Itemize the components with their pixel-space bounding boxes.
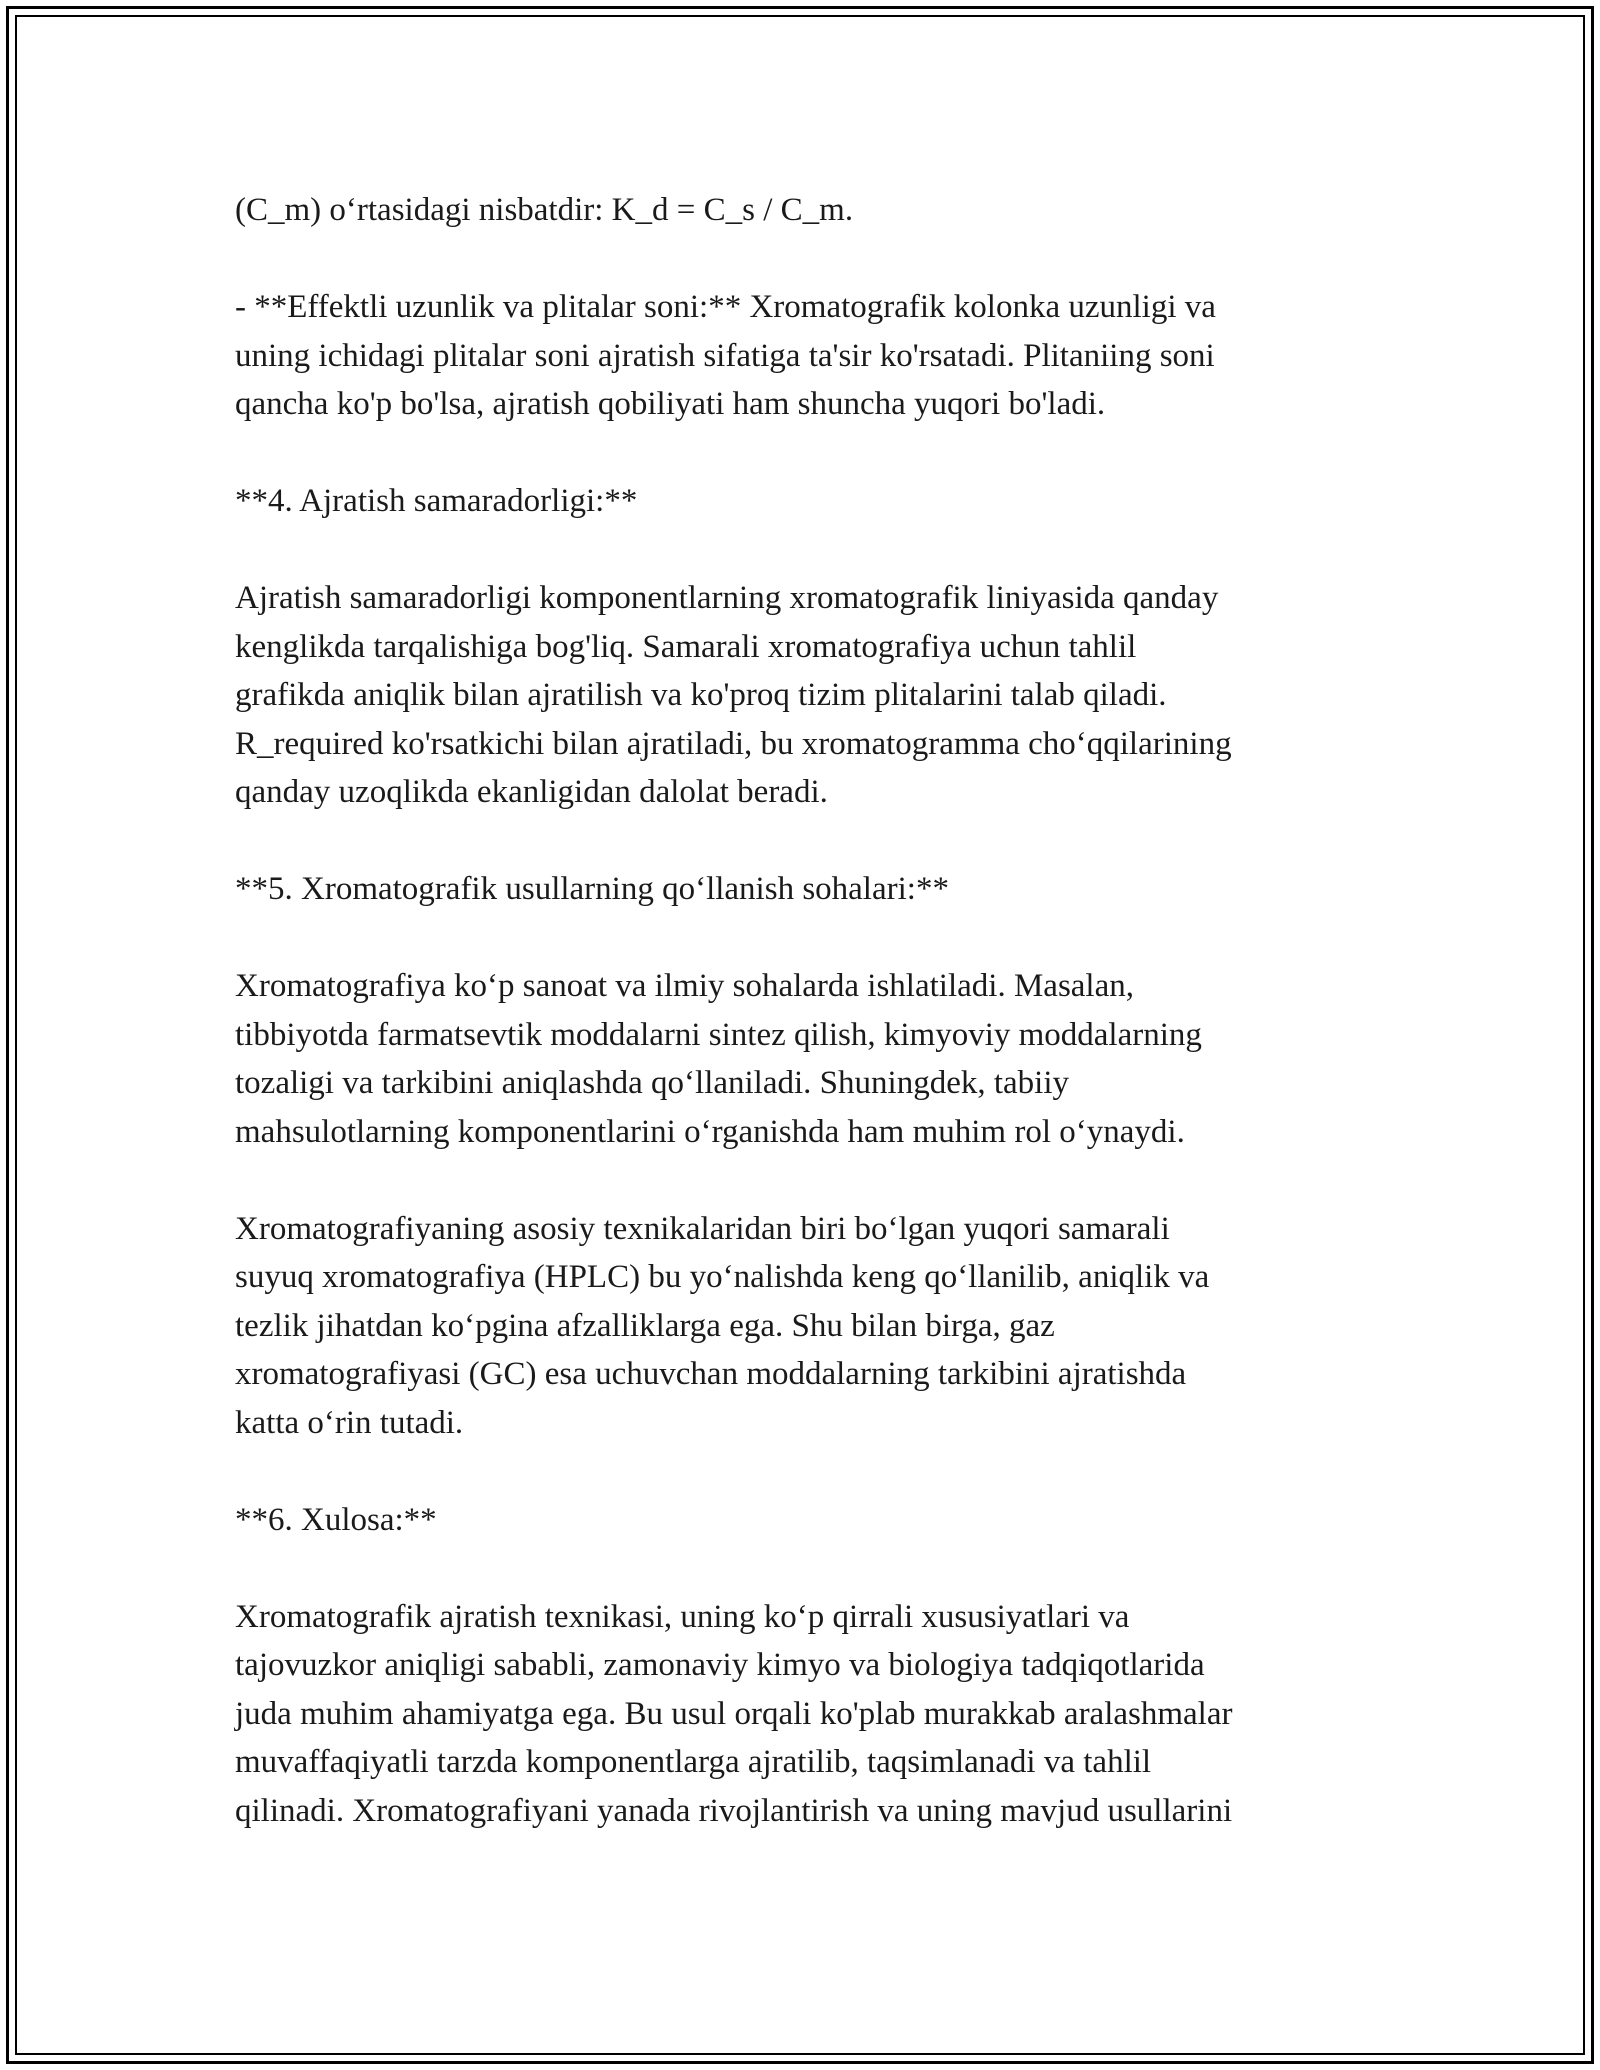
text-line: Xromatografiyaning asosiy texnikalaridan biri bo‘lgan yuqori samarali <box>235 1210 1170 1247</box>
paragraph-gap <box>235 526 1385 575</box>
heading-section-5 <box>235 865 1385 914</box>
paragraph-gap <box>235 1544 1385 1593</box>
paragraph-gap <box>235 914 1385 963</box>
paragraph-separation-efficiency <box>235 574 1385 817</box>
text-line: suyuq xromatografiya (HPLC) bu yo‘nalishda keng qo‘llanilib, aniqlik va <box>235 1259 1210 1295</box>
paragraph-hplc-gc <box>235 1205 1385 1448</box>
text-line: Xromatografik ajratish texnikasi, uning ko‘p qirrali xususiyatlari va <box>235 1598 1130 1635</box>
text-line: uning ichidagi plitalar soni ajratish sifatiga ta'sir ko'rsatadi. Plitaniing soni <box>235 337 1215 374</box>
document-body <box>235 186 1385 1835</box>
text-line: mahsulotlarning komponentlarini o‘rganishda ham muhim rol o‘ynaydi. <box>235 1113 1185 1150</box>
text-line: qilinadi. Xromatografiyani yanada rivojlantirish va uning mavjud usullarini <box>235 1792 1233 1829</box>
heading-section-6 <box>235 1496 1385 1545</box>
text-line: xromatografiyasi (GC) esa uchuvchan moddalarning tarkibini ajratishda <box>235 1356 1187 1392</box>
text-line: tezlik jihatdan ko‘pgina afzalliklarga ega. Shu bilan birga, gaz <box>235 1307 1055 1344</box>
text-line: (C_m) o‘rtasidagi nisbatdir: K_d = C_s / C_m. <box>235 192 854 228</box>
paragraph-kd-formula <box>235 186 1385 235</box>
paragraph-gap <box>235 1156 1385 1205</box>
text-line: muvaffaqiyatli tarzda komponentlarga ajratilib, taqsimlanadi va tahlil <box>235 1744 1152 1780</box>
text-line: katta o‘rin tutadi. <box>235 1404 464 1441</box>
text-line: juda muhim ahamiyatga ega. Bu usul orqali ko'plab murakkab aralashmalar <box>235 1695 1233 1732</box>
paragraph-gap <box>235 429 1385 478</box>
paragraph-applications <box>235 962 1385 1156</box>
text-line: Ajratish samaradorligi komponentlarning xromatografik liniyasida qanday <box>235 580 1219 616</box>
text-line: **5. Xromatografik usullarning qo‘llanish sohalari:** <box>235 871 949 907</box>
text-line: qancha ko'p bo'lsa, ajratish qobiliyati ham shuncha yuqori bo'ladi. <box>235 386 1106 422</box>
paragraph-conclusion <box>235 1593 1385 1836</box>
text-line: kenglikda tarqalishiga bog'liq. Samarali xromatografiya uchun tahlil <box>235 628 1137 665</box>
text-line: - **Effektli uzunlik va plitalar soni:** Xromatografik kolonka uzunligi va <box>235 289 1216 325</box>
paragraph-effective-length <box>235 283 1385 429</box>
text-line: tibbiyotda farmatsevtik moddalarni sintez qilish, kimyoviy moddalarning <box>235 1016 1202 1053</box>
heading-section-4 <box>235 477 1385 526</box>
paragraph-gap <box>235 1447 1385 1496</box>
text-line: tajovuzkor aniqligi sababli, zamonaviy kimyo va biologiya tadqiqotlarida <box>235 1647 1205 1683</box>
paragraph-gap <box>235 235 1385 284</box>
text-line: R_required ko'rsatkichi bilan ajratiladi, bu xromatogramma cho‘qqilarining <box>235 725 1232 762</box>
text-line: qanday uzoqlikda ekanligidan dalolat beradi. <box>235 774 828 810</box>
text-line: **4. Ajratish samaradorligi:** <box>235 483 638 519</box>
paragraph-gap <box>235 817 1385 866</box>
text-line: tozaligi va tarkibini aniqlashda qo‘llaniladi. Shuningdek, tabiiy <box>235 1065 1069 1101</box>
text-line: grafikda aniqlik bilan ajratilish va ko'proq tizim plitalarini talab qiladi. <box>235 677 1167 713</box>
text-line: Xromatografiya ko‘p sanoat va ilmiy sohalarda ishlatiladi. Masalan, <box>235 968 1134 1004</box>
text-line: **6. Xulosa:** <box>235 1501 437 1538</box>
